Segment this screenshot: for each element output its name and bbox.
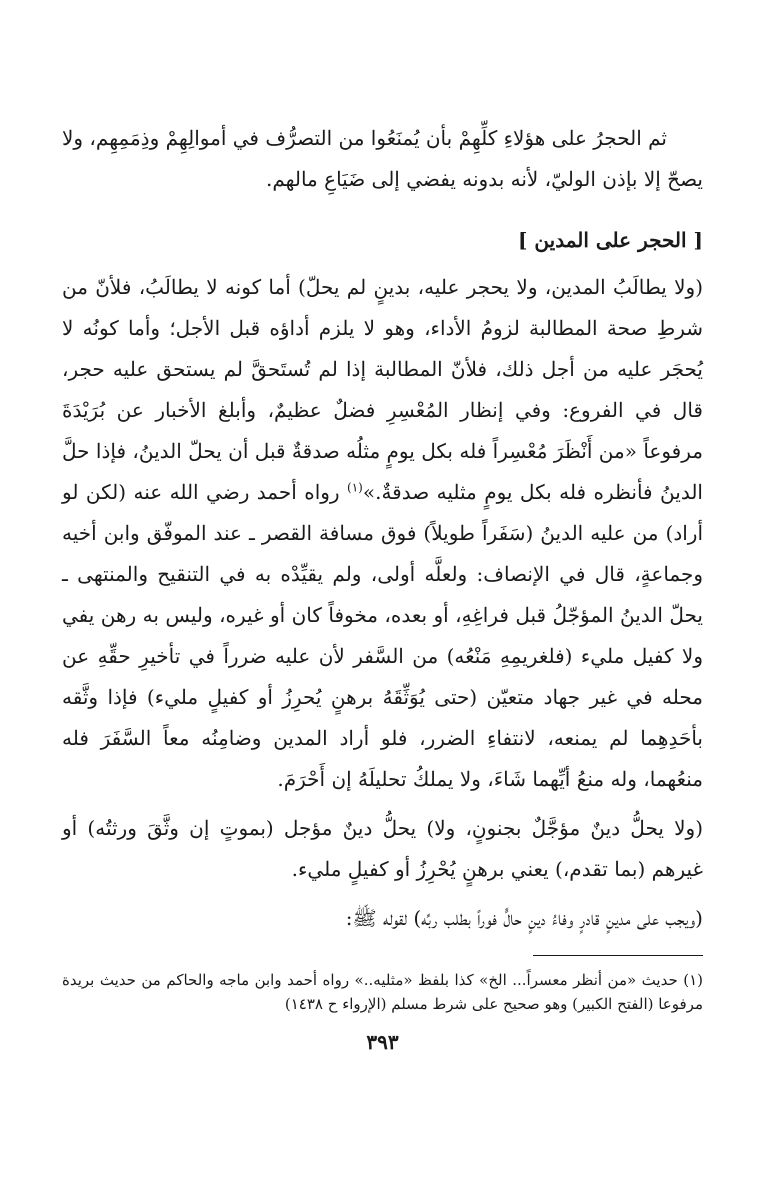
section-heading: [ الحجر على المدين ] <box>517 228 703 252</box>
footnote <box>62 968 703 1016</box>
footnote-text: (١) حديث «من أنظر معسراً... الخ» كذا بلفظ «مثليه..» رواه أحمد وابن ماجه والحاكم من حديث بريدة مرفوعا (الفتح الكبير) وهو صحيح على شرط مسلم (الإرواء ح ١٤٣٨) <box>62 971 703 1013</box>
paragraph-debtor <box>62 267 703 800</box>
paragraph-intro: ثم الحجرُ على هؤلاءِ كلِّهِمْ بأن يُمنَعُوا من التصرُّف في أموالِهِمْ وذِمَمِهِم، ولا يصحّ إلا بإذن الوليّ، لأنه بدونه يفضي إلى ضَيَاعِ مالهم. <box>62 126 703 191</box>
paragraph-debtor-continued: رواه أحمد رضي الله عنه (لكن لو أراد) من عليه الدينُ (سَفَراً طويلاً) فوق مسافة القصر ـ عند الموفّق وابن أخيه وجماعةٍ، قال في الإنصاف: ولعلَّه أولى، ولم يقيِّدْه به في التنقيح والمنتهى ـ يحلّ الدينُ المؤجّلُ قبل فراغِهِ، أو بعده، مخوفاً كان أو غيره، وليس به رهن يفي ولا كفيل مليء (فلغريمِهِ مَنْعُه) من السَّفر لأن عليه ضرراً في تأخيرِ حقِّهِ عن محله في غير جهاد متعيّن (حتى يُوَثِّقَهُ برهنٍ يُحرِزُ أو كفيلٍ مليء) فإذا وثَّقه بأحَدِهِما لم يمنعه، لانتفاءِ الضرر، فلو أراد المدين وضامِنُه معاً السَّفَرَ فله منعُهما، وله منعُ أيِّهما شَاءَ، ولا يملكُ تحليلَهُ إن أَحْرَمَ. <box>62 480 703 791</box>
paragraph-debtor-text: (ولا يطالَبُ المدين، ولا يحجر عليه، بدينٍ لم يحلّ) أما كونه لا يطالَبُ، فلأنّ من شرطِ صحة المطالبة لزومُ الأداء، وهو لا يلزم أداؤه قبل الأجل؛ وأما كونُه لا يُحجَر عليه من أجل ذلك، فلأنّ المطالبة إذا لم تُستَحقَّ لم يستحق عليه حجر، قال في الفروع: وفي إنظار المُعْسِرِ فضلٌ عظيمٌ، وأبلغ الأخبار عن بُرَيْدَةَ مرفوعاً «من أَنْظَرَ مُعْسِراً فله بكل يومٍ مثلُه صدقةٌ قبل أن يحلّ الدينُ، فإذا حلَّ الدينُ فأنظره فله بكل يومٍ مثليه صدقةٌ.» <box>62 275 703 504</box>
footnote-marker[interactable]: (١) <box>347 480 363 495</box>
main-text <box>62 118 703 939</box>
page-number: ٣٩٣ <box>366 1030 399 1054</box>
footnote-divider <box>533 955 703 956</box>
paragraph-obligation: (ويجب على مدينٍ قادرٍ وفاءُ دينٍ حالٍّ فوراً بطلب ربِّه) لقوله ﷺ: <box>345 906 703 930</box>
paragraph-deferred-debt: (ولا يحلُّ دينٌ مؤجَّلٌ بجنونٍ، ولا) يحلُّ دينٌ مؤجل (بموتٍ إن وثَّقَ ورثتُه) أو غيرهم (بما تقدم،) يعني برهنٍ يُحْرِزُ أو كفيلٍ مليء. <box>62 816 703 881</box>
